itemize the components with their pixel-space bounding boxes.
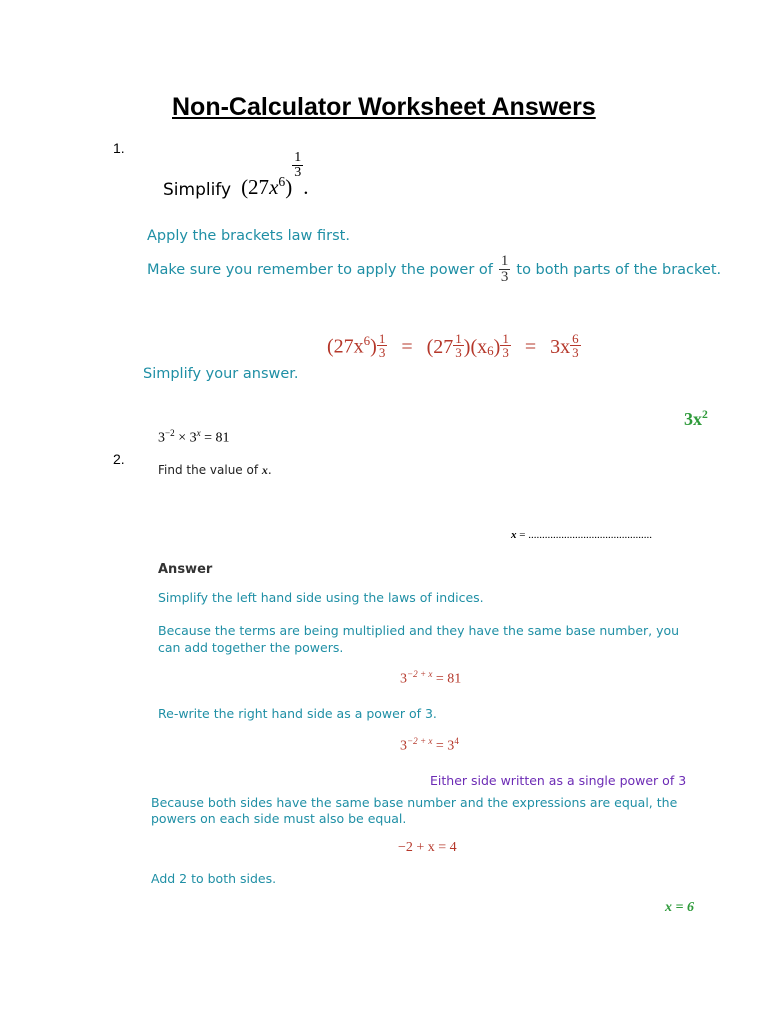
e1-exp: −2 + x [407,669,433,679]
answer-base: 3x [684,409,702,429]
e1-base: 3 [400,671,407,687]
q1-answer [684,408,708,430]
prompt-text: Simplify [163,180,232,200]
q2-step-2b: can add together the powers. [158,640,344,655]
question-1-number: 1. [113,140,125,156]
expr-base: (27 [241,175,270,199]
eq-mid1-den: 3 [455,345,462,360]
eq-lhs-close: ) [370,336,377,358]
q2-eq-a-exp: −2 [165,428,175,438]
power-num: 1 [294,150,302,165]
answer-heading: Answer [158,562,213,577]
eq-lhs [327,333,377,359]
q2-step-4b: powers on each side must also be equal. [151,811,407,826]
eq-mid2-exp: 6 [487,343,494,358]
eq-lhs-power [377,332,388,359]
q2-mark-note: Either side written as a single power of 3 [430,773,687,788]
q2-working-2 [400,736,459,755]
step2-den: 3 [500,269,509,285]
expr-exp: 6 [278,174,286,189]
q2-step-5: Add 2 to both sides. [151,871,277,886]
q2-prompt-post: . [267,463,272,477]
eq-lhs-base: (27x [327,336,364,358]
eq-mid2-close: ) [493,336,501,358]
step2-pre: Make sure you remember to apply the power of [147,261,493,278]
answer-line-dots: = ............................................. [516,529,652,541]
answer-exp: 2 [702,408,708,421]
e1-rhs: = 81 [432,671,462,687]
eq-mid2: (x [470,336,488,358]
q2-answer-line [511,529,652,541]
step2-num: 1 [500,253,509,269]
eq-rhs-den: 3 [572,345,579,360]
q2-working-1 [400,669,461,688]
question-1-prompt [163,150,309,200]
question-2-number: 2. [113,451,125,467]
q2-prompt-pre: Find the value of [158,463,259,477]
eq-rhs: 3x [550,336,571,358]
q1-step-1: Apply the brackets law first. [147,228,350,244]
power-den: 3 [294,165,302,180]
eq-mid1-power [453,332,464,359]
q2-step-2a: Because the terms are being multiplied and they have the same base number, you [158,623,680,638]
eq-sign-2: = [524,336,537,358]
q2-working-3: −2 + x = 4 [398,840,457,855]
expr-period: . [303,175,309,199]
eq-mid2-den: 3 [502,345,509,360]
q2-step-1: Simplify the left hand side using the laws of indices. [158,590,484,605]
q2-eq-x: x [196,428,201,438]
eq-rhs-num: 6 [572,331,579,346]
eq-mid1-close: ) [463,336,471,358]
q2-eq-rhs: = 81 [200,430,230,446]
q1-step-3: Simplify your answer. [143,366,299,382]
q2-final-answer: x = 6 [665,900,694,915]
eq-lhs-num: 1 [378,331,386,346]
q2-step-4-block [151,795,704,826]
q2-step-3: Re-write the right hand side as a power of 3. [158,706,437,721]
q1-worked-equation [327,313,581,359]
eq-rhs-power [570,332,581,359]
q2-equation [158,428,230,447]
e2-rhs-exp: 4 [454,736,459,746]
q1-step-2 [147,254,721,285]
eq-sign-1: = [401,336,413,358]
e2-base: 3 [400,738,407,754]
expr-var: x [269,175,279,199]
eq-lhs-den: 3 [378,345,386,360]
eq-mid1: (27 [426,336,454,358]
q2-eq-times: × 3 [174,430,197,446]
prompt-expression [241,151,308,200]
eq-mid2-num: 1 [502,331,509,346]
power-fraction [292,151,303,180]
q2-step-4a: Because both sides have the same base number and the expressions are equal, the [151,795,678,810]
step2-post: to both parts of the bracket. [516,261,722,278]
q2-prompt-var: x [261,463,268,477]
e2-exp: −2 + x [407,736,433,746]
q2-eq-a: 3 [158,430,165,446]
answer-line-var: x [511,529,517,541]
eq-mid2-power [500,332,511,359]
eq-mid1-num: 1 [455,331,462,346]
e2-rhs: = 3 [432,738,455,754]
expr-close: ) [285,175,293,199]
eq-lhs-exp: 6 [363,333,371,349]
step2-fraction [499,254,511,285]
q2-prompt [158,463,272,478]
page-title: Non-Calculator Worksheet Answers [172,93,596,121]
